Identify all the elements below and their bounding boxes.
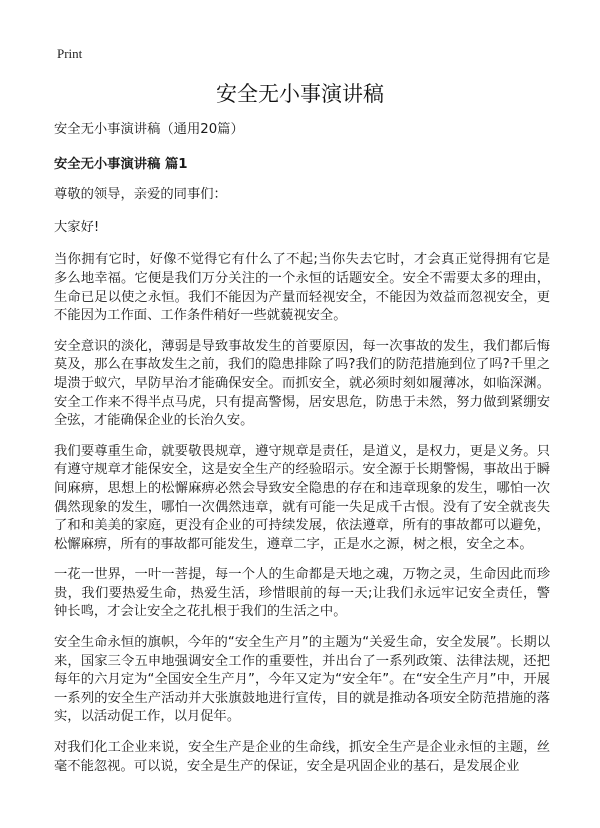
section-heading: 安全无小事演讲稿 篇1 — [54, 156, 188, 172]
paragraph-4: 一花一世界，一叶一菩提，每一个人的生命都是天地之魂，万物之灵，生命因此而珍贵，我们要热爱生命，热爱生活，珍惜眼前的每一天;让我们永远牢记安全责任，警钟长鸣，才会让安全之花扎根于我们的生活之中。 — [54, 567, 550, 620]
paragraph-1: 当你拥有它时，好像不觉得它有什么了不起;当你失去它时，才会真正觉得拥有它是多么地幸福。它便是我们万分关注的一个永恒的话题安全。安全不需要太多的理由，生命已足以使之永恒。我们不能因为产量而轻视安全，不能因为效益而忽视安全，更不能因为工作面、工作条件稍好一些就藐视安全。 — [54, 252, 550, 324]
salutation: 尊敬的领导，亲爱的同事们： — [54, 187, 227, 203]
print-link[interactable]: Print — [57, 46, 83, 61]
paragraph-6: 对我们化工企业来说，安全生产是企业的生命线，抓安全生产是企业永恒的主题，丝毫不能忽视。可以说，安全是生产的保证，安全是巩固企业的基石，是发展企业 — [54, 740, 550, 774]
paragraph-5: 安全生命永恒的旗帜，今年的“安全生产月”的主题为“关爱生命，安全发展”。长期以来，国家三令五申地强调安全工作的重要性，并出台了一系列政策、法律法规，还把每年的六月定为“全国安全生产月”，今年又定为“安全年”。在“安全生产月”中，开展一系列的安全生产活动并大张旗鼓地进行宣传，目的就是推动各项安全防范措施的落实，以活动促工作，以月促年。 — [54, 635, 550, 725]
greeting: 大家好! — [54, 219, 100, 235]
paragraph-3: 我们要尊重生命，就要敬畏规章，遵守规章是责任，是道义，是权力，更是义务。只有遵守规章才能保安全，这是安全生产的经验昭示。安全源于长期警惕，事故出于瞬间麻痹，思想上的松懈麻痹必然会导致安全隐患的存在和违章现象的发生，哪怕一次偶然现象的发生，哪怕一次偶然违章，就有可能一失足成千古恨。没有了安全就丧失了和和美美的家庭，更没有企业的可持续发展，依法遵章，所有的事故都可以避免，松懈麻痹，所有的事故都可能发生，遵章二字，正是水之源，树之根，安全之本。 — [54, 443, 550, 552]
document-body — [54, 121, 550, 788]
paragraph-2: 安全意识的淡化，薄弱是导致事故发生的首要原因，每一次事故的发生，我们都后悔莫及，那么在事故发生之前，我们的隐患排除了吗?我们的防范措施到位了吗?千里之堤溃于蚁穴，早防早治才能确保安全。而抓安全，就必须时刻如履薄冰，如临深渊。安全工作来不得半点马虎，只有提高警惕，居安思危，防患于未然，努力做到紧绷安全弦，才能确保企业的长治久安。 — [54, 338, 550, 429]
document-title: 安全无小事演讲稿 — [216, 82, 384, 106]
document-subtitle: 安全无小事演讲稿（通用20篇） — [54, 122, 244, 137]
